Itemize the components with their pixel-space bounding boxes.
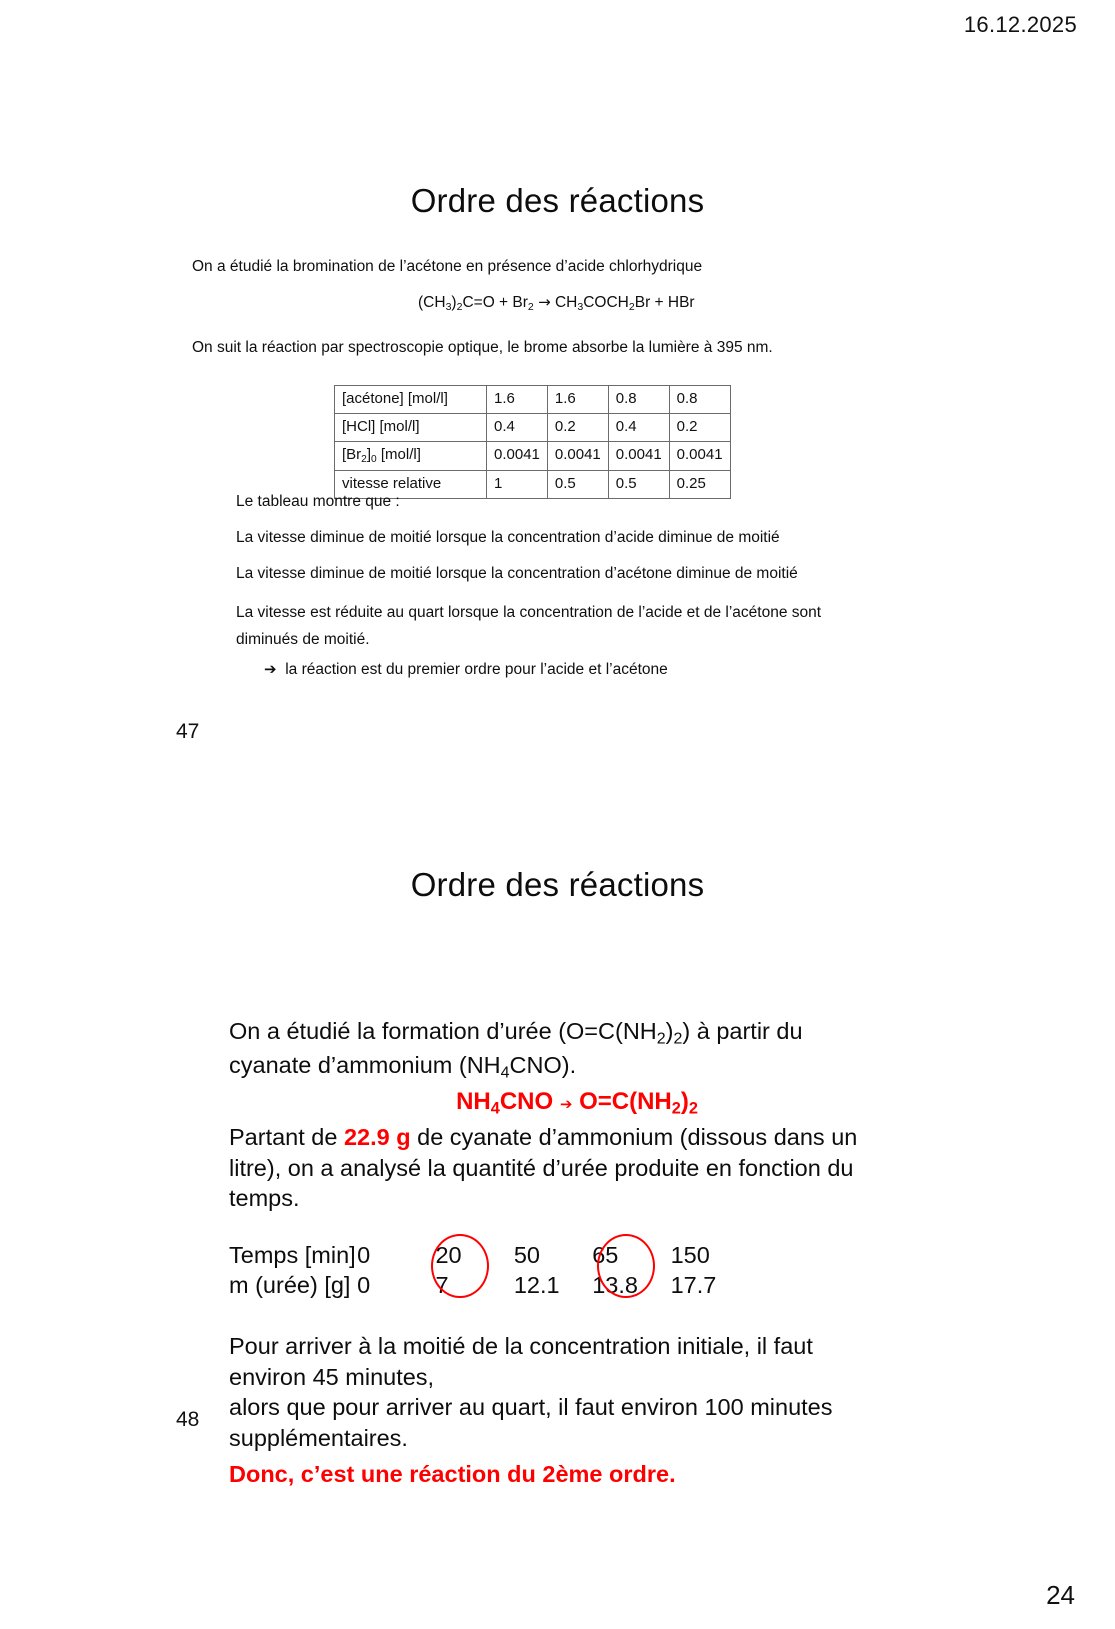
time-value: 150 bbox=[670, 1241, 710, 1268]
slide-48-intro bbox=[229, 1016, 889, 1084]
cell-value: 0.0041 bbox=[608, 441, 669, 471]
row-label-text: [HCl] [mol/l] bbox=[342, 417, 420, 435]
mass-value: 13.8 bbox=[592, 1272, 638, 1299]
setup-part-1: Partant de bbox=[229, 1124, 344, 1151]
slide-48 bbox=[0, 820, 1115, 1500]
row-label-text-b: ]$_0$ [mol/l] bbox=[366, 445, 421, 465]
row-label-text: vitesse relative bbox=[342, 475, 442, 493]
row-label-br2 bbox=[335, 441, 487, 471]
data-row-mass bbox=[229, 1270, 749, 1301]
equation-sub-1: 3 bbox=[445, 300, 452, 313]
time-value: 65 bbox=[592, 1241, 619, 1268]
reaction-arrow-icon: → bbox=[538, 293, 551, 311]
time-row-label: Temps [min] bbox=[229, 1241, 356, 1268]
formula-right-part1: O=C(NH bbox=[572, 1088, 672, 1116]
slide-47-equation bbox=[418, 292, 695, 315]
time-value: 20 bbox=[435, 1241, 462, 1268]
slide-48-title: Ordre des réactions bbox=[410, 866, 705, 903]
mass-value: 0 bbox=[357, 1272, 371, 1299]
row-label-text: [Br bbox=[342, 445, 362, 463]
intro-part-1: On a étudié la formation d’urée (O=C(NH bbox=[229, 1018, 657, 1044]
cell-value: 0.8 bbox=[608, 386, 669, 414]
row-label-acetone bbox=[335, 386, 487, 414]
table-row bbox=[335, 441, 731, 471]
mass-highlight: 22.9 g bbox=[343, 1124, 411, 1151]
intro-sub-2: 2 bbox=[673, 1030, 683, 1048]
document-date: 16.12.2025 bbox=[963, 12, 1077, 37]
page-number: 24 bbox=[1046, 1580, 1075, 1610]
conclusion-text: la réaction est du premier ordre pour l’acide et l’acétone bbox=[285, 661, 668, 678]
equation-reactant-part2: ) bbox=[451, 294, 457, 311]
equation-sub-5: 2 bbox=[628, 300, 635, 313]
mass-value: 12.1 bbox=[513, 1272, 560, 1299]
formula-right-sub-2: 2 bbox=[688, 1100, 698, 1119]
slide-48-conclusion: Donc, c’est une réaction du 2ème ordre. bbox=[229, 1461, 676, 1488]
urea-formula bbox=[229, 1086, 889, 1120]
cell-value: 0.2 bbox=[669, 413, 730, 441]
mass-value: 7 bbox=[435, 1272, 449, 1299]
cell-value: 1 bbox=[487, 471, 548, 499]
observation-2: La vitesse diminue de moitié lorsque la concentration d’acétone diminue de moitié bbox=[236, 565, 798, 582]
slide-47-title: Ordre des réactions bbox=[410, 182, 705, 219]
intro-sub-1: 2 bbox=[656, 1030, 666, 1048]
urea-data-grid bbox=[229, 1240, 749, 1301]
row-label-hcl bbox=[335, 413, 487, 441]
slide-47 bbox=[0, 120, 1115, 800]
observation-3: La vitesse est réduite au quart lorsque la concentration de l’acide et de l’acétone sont diminués de moitié. bbox=[236, 604, 822, 649]
row-label-sub: 2 bbox=[361, 453, 367, 465]
cell-value: 0.2 bbox=[547, 413, 608, 441]
slide-48-number: 48 bbox=[176, 1408, 200, 1431]
equation-product-part1: CH bbox=[550, 294, 578, 311]
slide-48-setup-paragraph bbox=[229, 1122, 889, 1214]
cell-value: 0.5 bbox=[547, 471, 608, 499]
equation-product-part2: COCH bbox=[583, 294, 629, 311]
formula-left-part1: NH bbox=[456, 1088, 491, 1116]
intro-sub-3: 4 bbox=[500, 1064, 510, 1082]
analysis-line-2: alors que pour arriver au quart, il faut environ 100 minutes supplémentaires. bbox=[229, 1394, 833, 1451]
formula-arrow-icon: ➔ bbox=[559, 1095, 573, 1114]
mass-value: 17.7 bbox=[670, 1272, 717, 1299]
mass-row-label: m (urée) [g] bbox=[229, 1272, 351, 1299]
table-row bbox=[335, 413, 731, 441]
table-row bbox=[335, 386, 731, 414]
row-label-text: [acétone] [mol/l] bbox=[342, 390, 448, 407]
equation-sub-4: 3 bbox=[577, 300, 584, 313]
formula-right-part2: ) bbox=[680, 1088, 689, 1116]
cell-value: 1.6 bbox=[547, 386, 608, 414]
slide-48-body bbox=[229, 1016, 889, 1490]
observations-lead: Le tableau montre que : bbox=[236, 493, 400, 510]
equation-product-part3: Br + HBr bbox=[634, 294, 695, 311]
equation-reactant-part3: C=O + Br bbox=[462, 294, 528, 311]
slide-47-conclusion bbox=[264, 659, 668, 681]
cell-value: 0.0041 bbox=[487, 441, 548, 471]
equation-reactant-part1: (CH bbox=[418, 294, 446, 311]
formula-left-sub: 4 bbox=[490, 1100, 500, 1119]
data-row-time bbox=[229, 1240, 749, 1271]
time-value: 0 bbox=[357, 1241, 371, 1268]
slide-47-intro: On a étudié la bromination de l’acétone en présence d’acide chlorhydrique bbox=[192, 258, 703, 275]
conclusion-arrow-icon: ➔ bbox=[264, 660, 277, 678]
equation-sub-3: 2 bbox=[527, 300, 534, 313]
cell-value: 1.6 bbox=[487, 386, 548, 414]
formula-left-part2: CNO bbox=[499, 1088, 560, 1116]
cell-value: 0.5 bbox=[608, 471, 669, 499]
cell-value: 0.0041 bbox=[547, 441, 608, 471]
analysis-line-1: Pour arriver à la moitié de la concentration initiale, il faut environ 45 minutes, bbox=[229, 1332, 813, 1390]
intro-part-2: ) bbox=[665, 1018, 674, 1044]
slide-47-method: On suit la réaction par spectroscopie optique, le brome absorbe la lumière à 395 nm. bbox=[192, 339, 773, 356]
cell-value: 0.8 bbox=[669, 386, 730, 414]
setup-part-2: de cyanate d’ammonium (dissous dans un litre), on a analysé la quantité d’urée produite en fonction du temps. bbox=[229, 1124, 858, 1212]
intro-part-4: CNO). bbox=[509, 1052, 577, 1079]
slide-47-number: 47 bbox=[176, 720, 200, 743]
observation-1: La vitesse diminue de moitié lorsque la concentration d’acide diminue de moitié bbox=[236, 529, 780, 546]
spacer bbox=[229, 1301, 889, 1331]
cell-value: 0.0041 bbox=[669, 441, 730, 471]
cell-value: 0.4 bbox=[487, 413, 548, 441]
equation-sub-2: 2 bbox=[456, 300, 463, 313]
time-value: 50 bbox=[513, 1241, 540, 1268]
cell-value: 0.25 bbox=[669, 471, 730, 499]
rate-data-table bbox=[334, 385, 731, 499]
formula-right-sub-1: 2 bbox=[671, 1100, 681, 1119]
intro-part-3: ) à partir du cyanate d’ammonium (NH bbox=[229, 1018, 803, 1079]
cell-value: 0.4 bbox=[608, 413, 669, 441]
